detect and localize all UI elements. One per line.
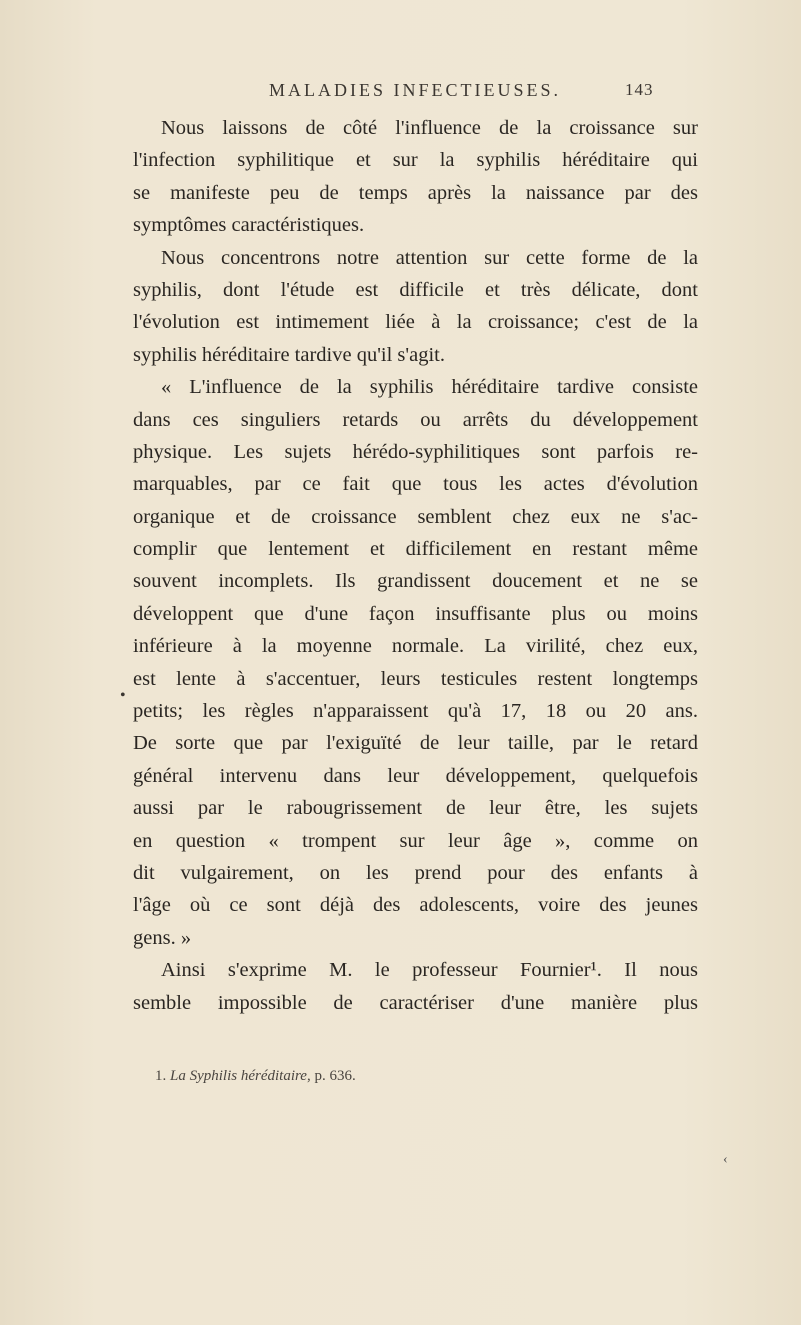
text-line: est lente à s'accentuer, leurs testicules restent longtemps <box>133 667 698 690</box>
footnote-page-ref: , p. 636. <box>306 1068 356 1084</box>
text-line: développent que d'une façon insuffisante plus ou moins <box>133 602 698 625</box>
text-line: Nous laissons de côté l'influence de la croissance sur <box>161 117 698 139</box>
text-line: De sorte que par l'exiguïté de leur taille, par le retard <box>133 732 698 755</box>
text-line: « L'influence de la syphilis héréditaire tardive consiste <box>161 376 698 399</box>
text-line: marquables, par ce fait que tous les actes d'évolution <box>133 473 698 496</box>
text-line: organique et de croissance semblent chez eux ne s'ac- <box>133 505 698 528</box>
text-line: syphilis héréditaire tardive qu'il s'agit. <box>133 343 445 366</box>
text-line: symptômes caractéristiques. <box>133 214 365 237</box>
text-line: Ainsi s'exprime M. le professeur Fournier¹. Il nous <box>161 959 698 982</box>
margin-mark: ‹ <box>723 1152 728 1167</box>
page-number: 143 <box>625 80 654 99</box>
text-line: dans ces singuliers retards ou arrêts du développement <box>133 408 698 431</box>
text-line: en question « trompent sur leur âge », comme on <box>133 829 698 852</box>
text-line: se manifeste peu de temps après la naissance par des <box>133 181 698 204</box>
text-line: Nous concentrons notre attention sur cette forme de la <box>161 246 698 269</box>
margin-bullet: • <box>120 687 126 704</box>
text-line: syphilis, dont l'étude est difficile et très délicate, dont <box>133 278 698 301</box>
text-line: dit vulgairement, on les prend pour des enfants à <box>133 861 698 884</box>
running-title: MALADIES INFECTIEUSES. <box>268 80 561 100</box>
text-line: gens. » <box>133 926 192 949</box>
text-line: l'infection syphilitique et sur la syphilis héréditaire qui <box>133 149 698 172</box>
body-text <box>133 112 698 1019</box>
text-line: complir que lentement et difficilement en restant même <box>133 538 698 561</box>
text-line: l'évolution est intimement liée à la croissance; c'est de la <box>133 311 698 334</box>
text-line: l'âge où ce sont déjà des adolescents, voire des jeunes <box>133 894 698 917</box>
text-line: semble impossible de caractériser d'une manière plus <box>133 991 698 1014</box>
text-line: inférieure à la moyenne normale. La virilité, chez eux, <box>133 635 698 658</box>
footnote-title: La Syphilis héréditaire <box>170 1068 307 1084</box>
text-line: physique. Les sujets hérédo-syphilitiques sont parfois re- <box>133 440 698 463</box>
text-line: aussi par le rabougrissement de leur être, les sujets <box>133 797 698 820</box>
text-line: souvent incomplets. Ils grandissent doucement et ne se <box>133 570 698 593</box>
footnote <box>155 1068 356 1085</box>
text-line: petits; les règles n'apparaissent qu'à 17, 18 ou 20 ans. <box>133 700 698 723</box>
footnote-number: 1. <box>155 1068 167 1084</box>
text-line: général intervenu dans leur développement, quelquefois <box>133 764 698 787</box>
